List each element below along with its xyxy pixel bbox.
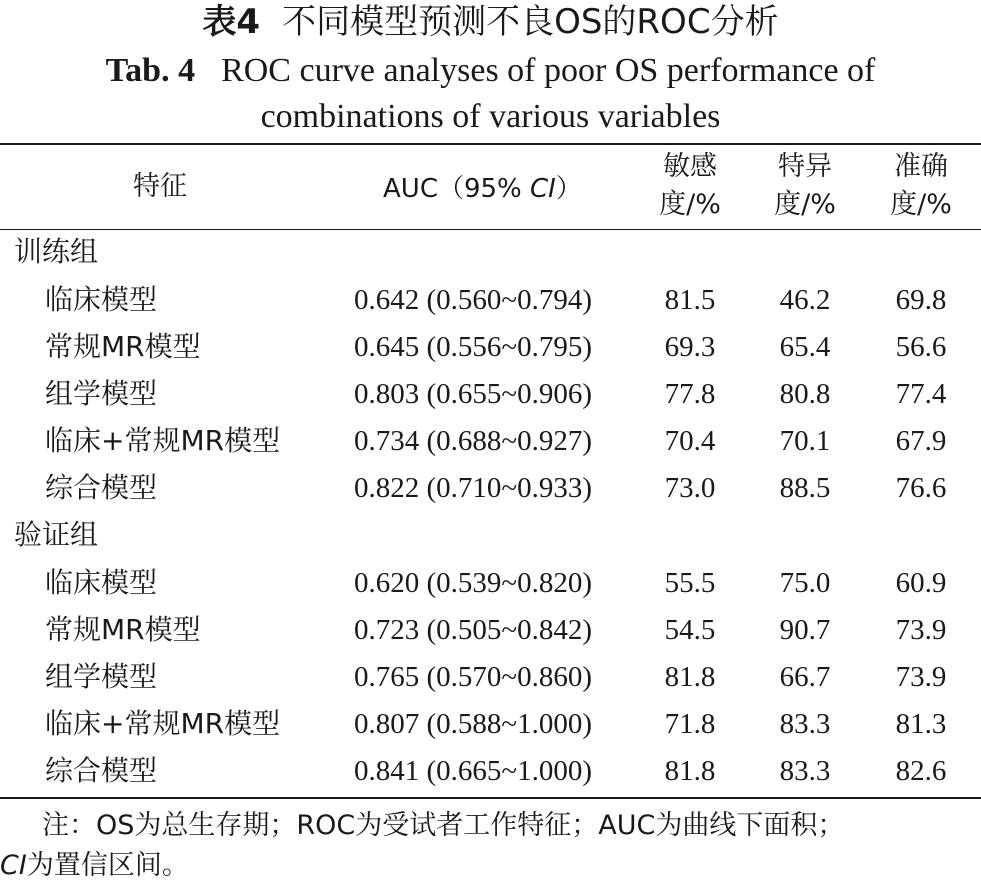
row-accuracy: 69.8 [895, 284, 947, 316]
header-specificity [763, 148, 847, 224]
row-accuracy: 81.3 [895, 708, 947, 740]
table-title-cn-text: 不同模型预测不良OS的ROC分析 [282, 2, 779, 42]
header-auc-ci: CI [530, 174, 556, 204]
row-model: 常规MR模型 [45, 613, 201, 646]
row-model: 综合模型 [45, 754, 158, 787]
table-title-cn [0, 2, 981, 42]
row-model: 临床+常规MR模型 [45, 424, 281, 457]
header-feature: 特征 [133, 171, 187, 202]
row-specificity: 83.3 [779, 708, 831, 740]
table-note-line2-text: 为置信区间。 [26, 850, 189, 881]
row-auc: 0.807 (0.588~1.000) [354, 708, 593, 740]
row-sensitivity: 54.5 [664, 614, 716, 646]
row-auc: 0.822 (0.710~0.933) [354, 472, 593, 504]
table-note-ci: CI [0, 850, 27, 881]
header-accuracy-line1: 准确 [894, 151, 948, 182]
table-note-line1: 注：OS为总生存期；ROC为受试者工作特征；AUC为曲线下面积； [42, 810, 845, 841]
row-sensitivity: 71.8 [664, 708, 716, 740]
row-auc: 0.841 (0.665~1.000) [354, 755, 593, 787]
row-auc: 0.620 (0.539~0.820) [354, 567, 593, 599]
row-sensitivity: 55.5 [664, 567, 716, 599]
row-sensitivity: 81.8 [664, 755, 716, 787]
row-model: 临床模型 [45, 566, 158, 599]
row-accuracy: 73.9 [895, 614, 947, 646]
row-auc: 0.803 (0.655~0.906) [354, 378, 593, 410]
row-model: 组学模型 [45, 377, 158, 410]
header-auc-suffix: ） [555, 174, 582, 204]
table-title-en-line2: combinations of various variables [260, 98, 721, 135]
row-sensitivity: 73.0 [664, 472, 716, 504]
row-model: 综合模型 [45, 471, 158, 504]
row-accuracy: 73.9 [895, 661, 947, 693]
header-sensitivity-line2: 度/% [659, 189, 721, 220]
row-accuracy: 77.4 [895, 378, 947, 410]
header-auc [383, 172, 582, 206]
header-accuracy-line2: 度/% [890, 189, 952, 220]
table-label-cn: 表4 [202, 2, 261, 42]
top-rule [0, 143, 981, 145]
header-accuracy [879, 148, 963, 224]
row-specificity: 46.2 [779, 284, 831, 316]
row-model: 常规MR模型 [45, 330, 201, 363]
row-model: 临床模型 [45, 283, 158, 316]
row-specificity: 90.7 [779, 614, 831, 646]
table-label-en: Tab. 4 [105, 52, 196, 89]
header-specificity-line2: 度/% [774, 189, 836, 220]
row-accuracy: 60.9 [895, 567, 947, 599]
row-specificity: 80.8 [779, 378, 831, 410]
header-sensitivity-line1: 敏感 [663, 151, 717, 182]
row-accuracy: 82.6 [895, 755, 947, 787]
row-specificity: 88.5 [779, 472, 831, 504]
row-model: 组学模型 [45, 660, 158, 693]
row-sensitivity: 77.8 [664, 378, 716, 410]
row-accuracy: 56.6 [895, 331, 947, 363]
row-sensitivity: 81.5 [664, 284, 716, 316]
row-auc: 0.765 (0.570~0.860) [354, 661, 593, 693]
row-specificity: 66.7 [779, 661, 831, 693]
row-accuracy: 67.9 [895, 425, 947, 457]
row-auc: 0.734 (0.688~0.927) [354, 425, 593, 457]
row-specificity: 83.3 [779, 755, 831, 787]
header-rule [0, 229, 981, 230]
table-title-en-line1: ROC curve analyses of poor OS performance of [221, 52, 876, 89]
row-accuracy: 76.6 [895, 472, 947, 504]
row-sensitivity: 70.4 [664, 425, 716, 457]
table-note-line2 [0, 846, 189, 886]
header-specificity-line1: 特异 [778, 151, 832, 182]
row-auc: 0.723 (0.505~0.842) [354, 614, 593, 646]
row-specificity: 70.1 [779, 425, 831, 457]
header-sensitivity [648, 148, 732, 224]
row-specificity: 75.0 [779, 567, 831, 599]
row-specificity: 65.4 [779, 331, 831, 363]
row-sensitivity: 81.8 [664, 661, 716, 693]
row-model: 临床+常规MR模型 [45, 707, 281, 740]
row-auc: 0.645 (0.556~0.795) [354, 331, 593, 363]
row-auc: 0.642 (0.560~0.794) [354, 284, 593, 316]
group-label-validation: 验证组 [14, 518, 99, 551]
table-title-en [0, 48, 981, 140]
group-label-training: 训练组 [14, 235, 99, 268]
header-auc-prefix: AUC（95% [383, 174, 531, 204]
row-sensitivity: 69.3 [664, 331, 716, 363]
bottom-rule [0, 797, 981, 799]
